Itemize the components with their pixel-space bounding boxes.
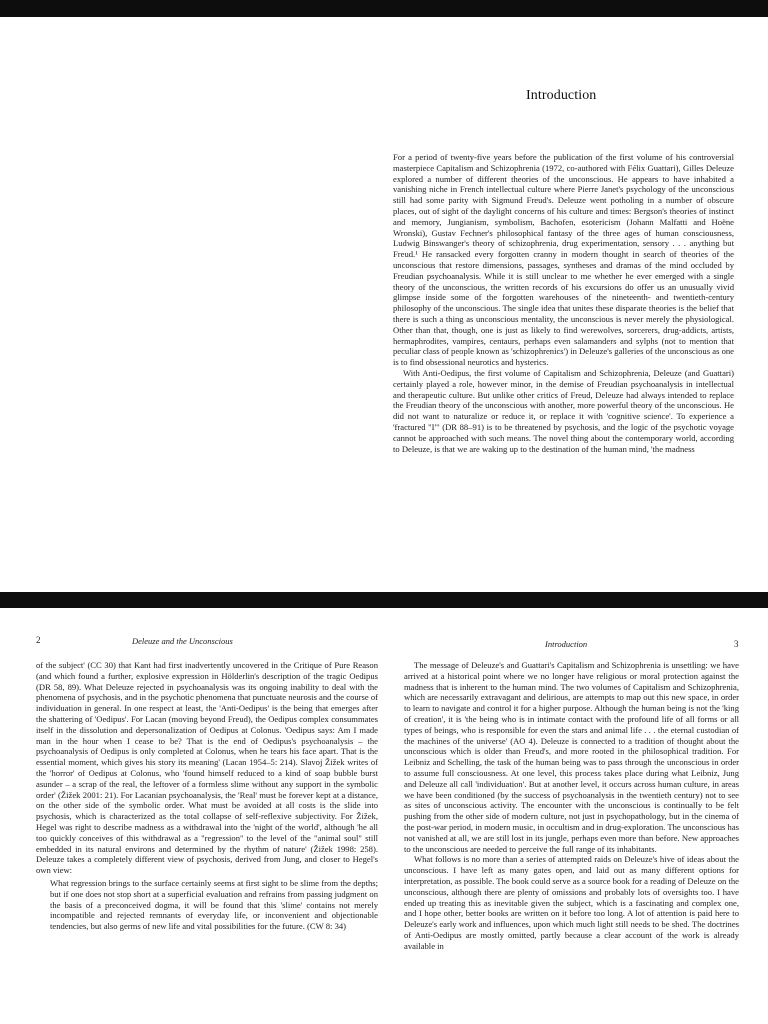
paragraph: With Anti-Oedipus, the first volume of Capitalism and Schizophrenia, Deleuze (and Guattari) certainly played a role, however minor, in the demise of Freudian psychoanalysis in intellectual and therapeutic culture. But unlike other critics of Freud, Deleuze had always intended to replace the Freudian theory of the unconscious with another, more powerful theory of the unconscious. He did not want to naturalize or reduce it, or replace it with 'cognitive science'. To experience a 'fractured "I"' (DR 88–91) is to be threatened by psychosis, and the logic of the psychotic voyage cannot be approached with such means. The novel thing about the contemporary world, according to Deleuze, is that we are waking up to the destination of the human mind, 'the madness (393, 367, 734, 454)
page-2-body (36, 660, 378, 1020)
running-head: Introduction (545, 639, 588, 649)
intro-body (393, 152, 734, 454)
scan-border-top (0, 0, 768, 17)
paragraph: The message of Deleuze's and Guattari's Capitalism and Schizophrenia is unsettling: we have arrived at a historical point where we no longer have religious or moral protection against the madness that is inherent to the human mind. The two volumes of Capitalism and Schizophrenia, which are necessarily extravagant and delirious, are attempts to map out this new space, in order to learn to navigate and control it for a higher purpose. Although the human being is not the 'king of creation', it is 'the being who is in intimate contact with the profound life of all forms or all types of beings, who is responsible for even the stars and animal life . . . the eternal custodian of the machines of the universe' (AO 4). Deleuze is connected to a tradition of thought about the unconscious which is older than Freud's, and more rooted in the philosophical tradition. For Leibniz and Schelling, the task of the human being was to pass through the unconscious in order to assume full consciousness. At one level, this process takes place during what Leibniz, Jung and Deleuze all call 'individuation'. But at another level, it occurs across human culture, in areas we have been conditioned (by the success of psychoanalysis in the twentieth century) not to see as sites of unconscious activity. The encounter with the unconscious is continually to be felt pushing from the other side of modern culture, not just in psychopathology, but in the cinema of the post-war period, in modern music, in occultism and in drug-exploration. The unconscious has not vanished at all, we are still lost in its jungle, perhaps even more than before. New approaches to the unconscious are needed to perceive the full range of its inhabitants. (404, 660, 739, 854)
chapter-heading: Introduction (526, 88, 597, 103)
page-number: 3 (734, 639, 739, 649)
page-number: 2 (36, 635, 41, 645)
paragraph: What follows is no more than a series of attempted raids on Deleuze's hive of ideas about the unconscious. I have left as many gates open, and laid out as many different options for interpretation, as possible. The book could serve as a source book for a reading of Deleuze on the unconscious, although there are plenty of omissions and probably lots of oversights too. I have ended up treating this as inevitable given the subject, which is a fascinating and complex one, and I hope other, better books are written on it before too long. A lot of attention is paid here to Deleuze's early work and influences, upon which much light still needs to be shed. The doctrines of Anti-Oedipus are mostly omitted, partly because a clear account of the work is already available in (404, 854, 739, 951)
paragraph: For a period of twenty-five years before the publication of the first volume of his controversial masterpiece Capitalism and Schizophrenia (1972, co-authored with Félix Guattari), Gilles Deleuze explored a number of different theories of the unconscious. He appears to have inhabited a vanishing niche in French intellectual culture where Pierre Janet's psychology of the unconscious still had some parity with Sigmund Freud's. Deleuze went potholing in a number of obscure places, out of sight of the daylight concerns of his culture and times: Bergson's theories of instinct and memory, Jungianism, symbolism, Bachofen, esotericism (Johann Malfatti and Hoëne Wronski), Gustav Fechner's philosophical fantasy of the three ages of human consciousness, Ludwig Binswanger's theory of schizophrenia, drug experimentation, sensory . . . anything but Freud.¹ He ransacked every forgotten cranny in modern thought in search of theories of the unconscious that restore dimensions, passages, syntheses and dramas of the mind occluded by Freudian psychoanalysis. While it is still unclear to me whether he ever emerged with a single theory of the unconscious, the written records of his excursions do offer us an unusually vivid glimpse inside some of the forgotten warehouses of the nineteenth- and twentieth-century philosophy of the unconscious. The single idea that unites these disparate theories is the belief that there is such a thing as unconscious mentality, the unconscious is never merely the physiological. Other than that, though, one is just as likely to find werewolves, sorcerers, drug-addicts, artists, hermaphrodites, vampires, centaurs, perhaps even salamanders and sylphs (not to mention that peculiar class of people known as 'schizophrenics') in Deleuze's galleries of the unconscious as one is to find obsessional neurotics and hysterics. (393, 152, 734, 368)
paragraph: of the subject' (CC 30) that Kant had first inadvertently uncovered in the Critique of Pure Reason (and which found a further, explosive expression in Hölderlin's description of the tragic Oedipus (DR 58, 89). What Deleuze rejected in psychoanalysis was its ongoing inability to deal with the phenomena of psychosis, and in the psychotic phenomena that punctuate neurosis and the course of individuation in general. In one respect at least, the 'Anti-Oedipus' is the being that emerges after the shattering of 'Oedipus'. For Lacan (moving beyond Freud), the Oedipus complex consummates itself in the dissolution and depersonalization of Oedipus at Colonus. 'Oedipus says: Am I made man in the hour when I cease to be? That is the end of Oedipus's psychoanalysis – the psychoanalysis of Oedipus is only completed at Colonus, when he tears his face apart. That is the essential moment, which gives his story its meaning' (Lacan 1954–5: 214). Slavoj Žižek writes of the 'horror' of Oedipus at Colonus, who 'found himself reduced to a kind of soap bubble burst asunder – a scrap of the real, the leftover of a formless slime without any support in the symbolic order' (Žižek 2001: 21). For Lacanian psychoanalysis, the 'Real' must be forever kept at a distance, on the other side of the symbolic order. What must be avoided at all costs is the slide into psychosis, which is characterized as the total collapse of self-reflexive subjectivity. For Žižek, Hegel was right to describe madness as a withdrawal into the 'night of the world', although 'he all too quickly conceives of this withdrawal as a "regression" to the level of the "animal soul" still embedded in its natural environs and determined by the rhythm of nature' (Žižek 1998: 258). Deleuze takes a completely different view of psychosis, derived from Jung, and closer to Hegel's own view: (36, 660, 378, 876)
running-head: Deleuze and the Unconscious (132, 636, 233, 646)
block-quote: What regression brings to the surface certainly seems at first sight to be slime from the depths; but if one does not stop short at a superficial evaluation and refrains from passing judgment on the basis of a preconceived dogma, it will be found that this 'slime' contains not merely incompatible and rejected remnants of everyday life, or inconvenient and objectionable tendencies, but also germs of new life and vital possibilities for the future. (CW 8: 34) (50, 877, 378, 932)
page-3-body (404, 660, 739, 1022)
scan-border-middle (0, 592, 768, 608)
